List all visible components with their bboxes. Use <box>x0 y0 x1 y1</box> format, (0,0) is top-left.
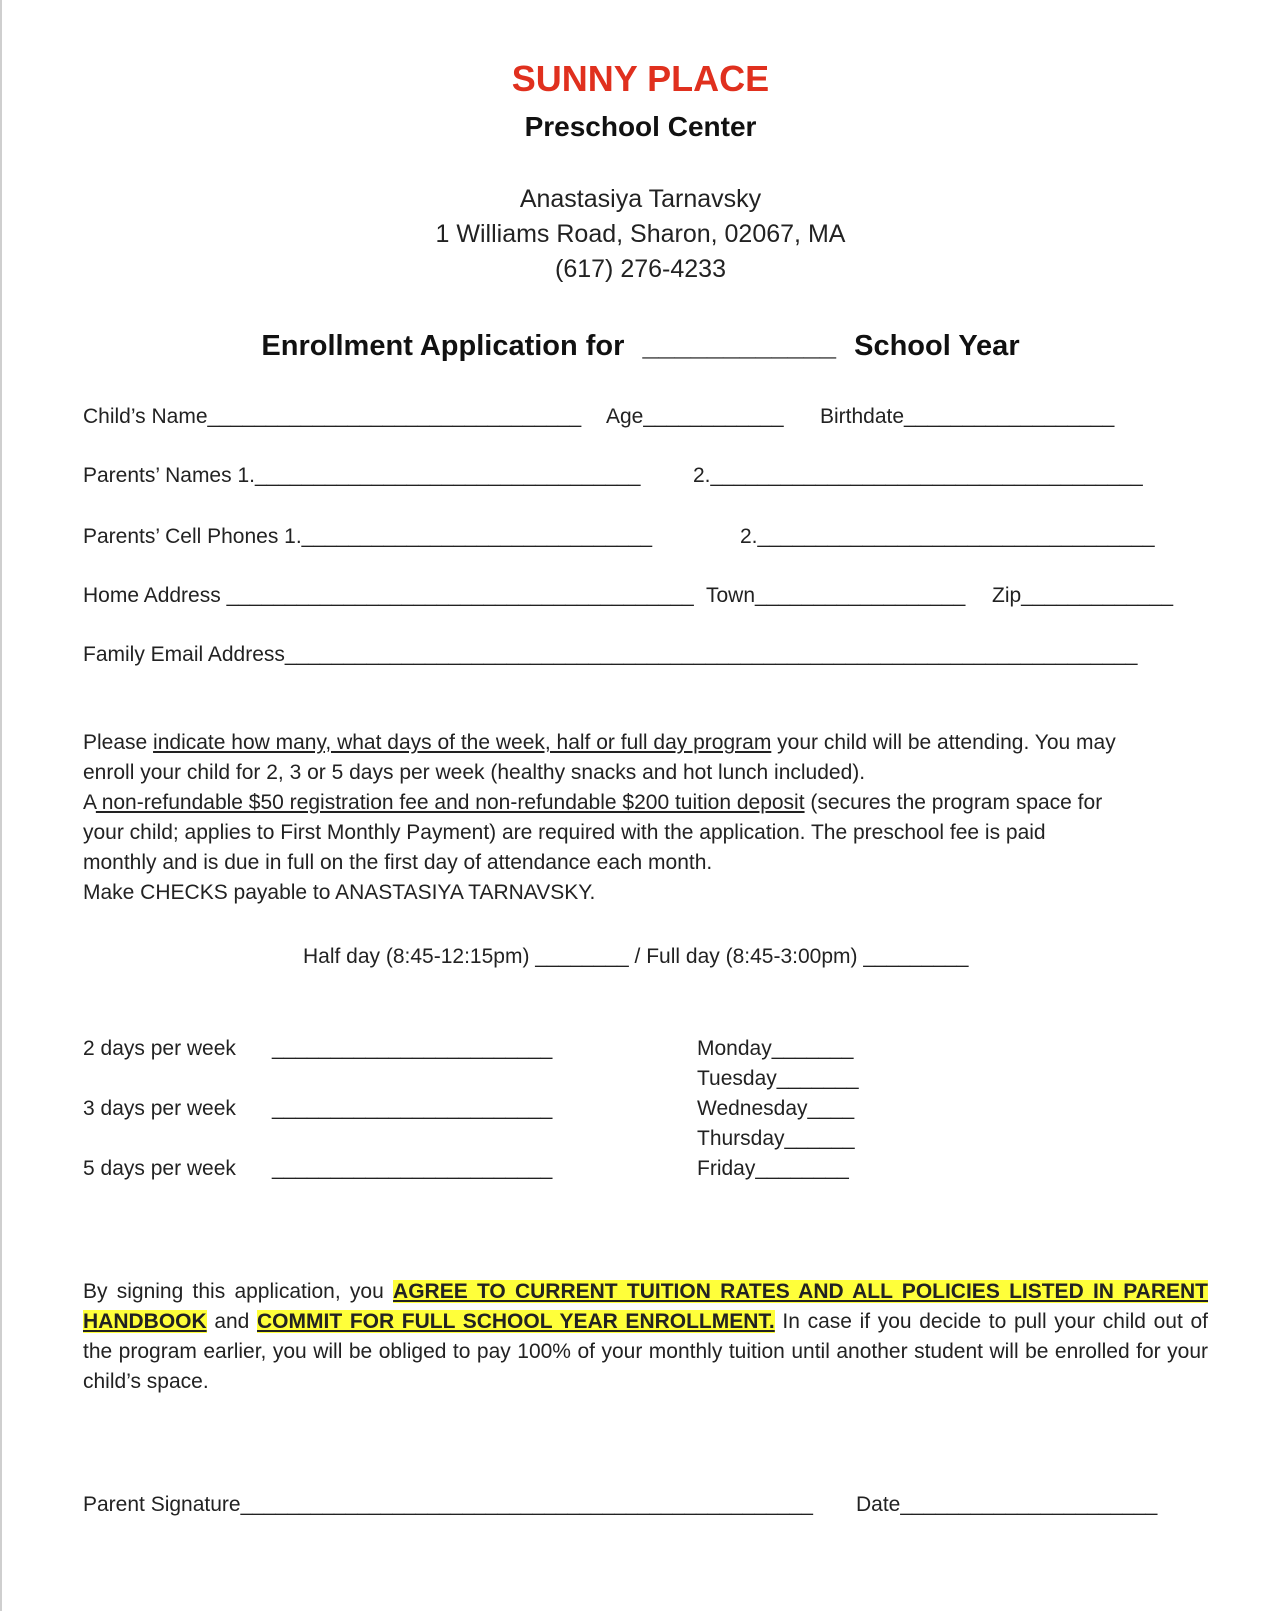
thursday-field[interactable]: Thursday______ <box>697 1127 855 1150</box>
age-field[interactable]: Age____________ <box>606 405 784 428</box>
parent-name-2-field[interactable]: 2._____________________________________ <box>693 464 1143 487</box>
friday-field[interactable]: Friday________ <box>697 1157 849 1180</box>
instructions-line <box>83 728 1208 758</box>
agreement-text: By signing this application, you <box>83 1280 394 1303</box>
instructions-text: A <box>83 791 96 814</box>
school-subtitle: Preschool Center <box>524 111 757 142</box>
fee-underlined: non-refundable $50 registration fee and non-refundable $200 tuition deposit <box>95 791 805 814</box>
instructions-line: monthly and is due in full on the first day of attendance each month. <box>83 851 713 874</box>
days-5-blank[interactable]: ________________________ <box>272 1157 553 1180</box>
days-3-label: 3 days per week <box>83 1097 236 1120</box>
instructions-line: your child; applies to First Monthly Payment) are required with the application. The preschool fee is paid <box>83 821 1046 844</box>
days-2-label: 2 days per week <box>83 1037 236 1060</box>
agreement-paragraph <box>83 1277 1208 1397</box>
instructions-line <box>83 788 1208 818</box>
birthdate-field[interactable]: Birthdate__________________ <box>820 405 1115 428</box>
instructions-text: (secures the program space for <box>804 791 1103 814</box>
owner-name: Anastasiya Tarnavsky <box>519 185 762 213</box>
heading-prefix: Enrollment Application for <box>261 330 625 362</box>
school-year-blank[interactable]: ____________ <box>642 330 837 362</box>
agreement-text: and <box>206 1310 258 1333</box>
instructions-text: your child will be attending. You may <box>771 731 1116 754</box>
wednesday-field[interactable]: Wednesday____ <box>697 1097 855 1120</box>
days-2-blank[interactable]: ________________________ <box>272 1037 553 1060</box>
instructions-text: Please <box>83 731 154 754</box>
agreement-highlight-policies: AGREE TO CURRENT TUITION RATES AND ALL POLICIES LISTED IN PARENT HANDBOOK <box>83 1280 1208 1333</box>
instructions-underlined: indicate how many, what days of the week, half or full day program <box>153 731 772 754</box>
school-phone: (617) 276-4233 <box>555 255 726 283</box>
zip-field[interactable]: Zip_____________ <box>992 584 1174 607</box>
agreement-text: In case if you decide to pull your child out of the program earlier, you will be obliged to pay 100% of your monthly tuition until another student will be enrolled for your child’s space. <box>83 1310 1208 1393</box>
instructions-line: Make CHECKS payable to ANASTASIYA TARNAVSKY. <box>83 881 596 904</box>
cell-phone-2-field[interactable]: 2.__________________________________ <box>740 525 1155 548</box>
form-heading <box>0 330 1281 363</box>
town-field[interactable]: Town__________________ <box>706 584 966 607</box>
instructions-paragraph <box>83 728 1208 908</box>
signature-date-field[interactable]: Date______________________ <box>856 1493 1158 1516</box>
school-title: SUNNY PLACE <box>511 58 770 99</box>
school-address: 1 Williams Road, Sharon, 02067, MA <box>435 220 846 248</box>
parent-signature-field[interactable]: Parent Signature_________________________________________________ <box>83 1493 813 1516</box>
family-email-field[interactable]: Family Email Address_________________________________________________________________________ <box>83 643 1138 666</box>
half-full-day-field[interactable]: Half day (8:45-12:15pm) ________ / Full day (8:45-3:00pm) _________ <box>303 945 969 968</box>
parent-name-1-field[interactable]: Parents’ Names 1._________________________________ <box>83 464 641 487</box>
home-address-field[interactable]: Home Address ________________________________________ <box>83 584 694 607</box>
days-5-label: 5 days per week <box>83 1157 236 1180</box>
instructions-line: enroll your child for 2, 3 or 5 days per week (healthy snacks and hot lunch included). <box>83 761 866 784</box>
child-name-field[interactable]: Child’s Name________________________________ <box>83 405 582 428</box>
agreement-highlight-commit: COMMIT FOR FULL SCHOOL YEAR ENROLLMENT. <box>257 1310 775 1333</box>
heading-suffix: School Year <box>854 330 1020 362</box>
tuesday-field[interactable]: Tuesday_______ <box>697 1067 859 1090</box>
monday-field[interactable]: Monday_______ <box>697 1037 854 1060</box>
cell-phone-1-field[interactable]: Parents’ Cell Phones 1.______________________________ <box>83 525 653 548</box>
days-3-blank[interactable]: ________________________ <box>272 1097 553 1120</box>
